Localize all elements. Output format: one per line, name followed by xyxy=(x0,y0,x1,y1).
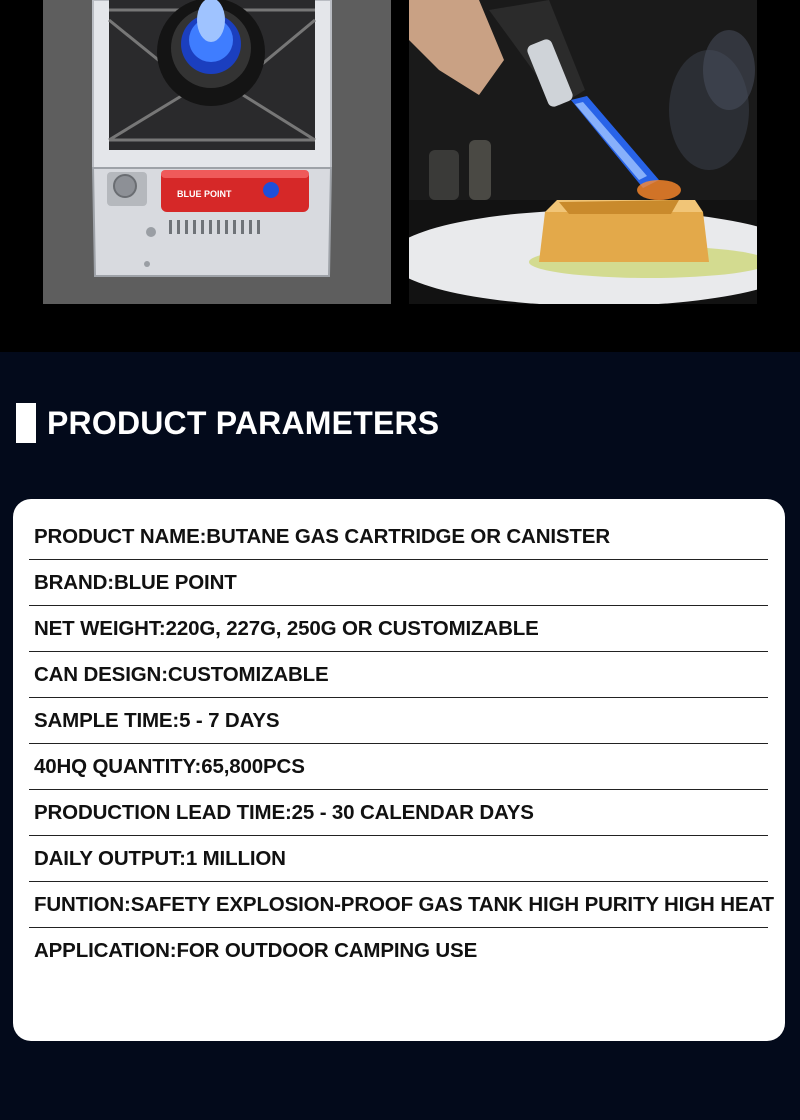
param-text: CAN DESIGN:CUSTOMIZABLE xyxy=(34,662,329,686)
param-text: BRAND:BLUE POINT xyxy=(34,570,237,594)
parameters-list xyxy=(29,514,774,974)
portable-gas-stove-image xyxy=(43,0,391,304)
param-row-product-name xyxy=(29,514,768,560)
param-text: NET WEIGHT:220G, 227G, 250G OR CUSTOMIZABLE xyxy=(34,616,539,640)
parameters-card xyxy=(13,499,785,1041)
section-heading xyxy=(16,403,439,443)
kitchen-torch-image xyxy=(409,0,757,304)
heading-accent-bar xyxy=(16,403,36,443)
param-row-can-design xyxy=(29,652,768,698)
param-text: FUNTION:SAFETY EXPLOSION-PROOF GAS TANK HIGH PURITY HIGH HEAT xyxy=(34,892,774,916)
param-row-40hq-quantity xyxy=(29,744,768,790)
param-row-function xyxy=(29,882,774,928)
param-text: SAMPLE TIME:5 - 7 DAYS xyxy=(34,708,280,732)
param-text: DAILY OUTPUT:1 MILLION xyxy=(34,846,286,870)
param-row-lead-time xyxy=(29,790,768,836)
kitchen-torch-photo xyxy=(409,0,757,304)
param-row-net-weight xyxy=(29,606,768,652)
param-text: 40HQ QUANTITY:65,800PCS xyxy=(34,754,305,778)
param-row-brand xyxy=(29,560,768,606)
param-row-application xyxy=(29,928,768,974)
param-text: PRODUCTION LEAD TIME:25 - 30 CALENDAR DAYS xyxy=(34,800,534,824)
cartridge-brand-print: BLUE POINT xyxy=(177,189,232,199)
param-text: APPLICATION:FOR OUTDOOR CAMPING USE xyxy=(34,939,478,962)
gas-stove-photo xyxy=(43,0,391,304)
param-row-daily-output xyxy=(29,836,768,882)
param-text: PRODUCT NAME:BUTANE GAS CARTRIDGE OR CANISTER xyxy=(34,524,610,548)
page-title: PRODUCT PARAMETERS xyxy=(47,404,440,441)
param-row-sample-time xyxy=(29,698,768,744)
